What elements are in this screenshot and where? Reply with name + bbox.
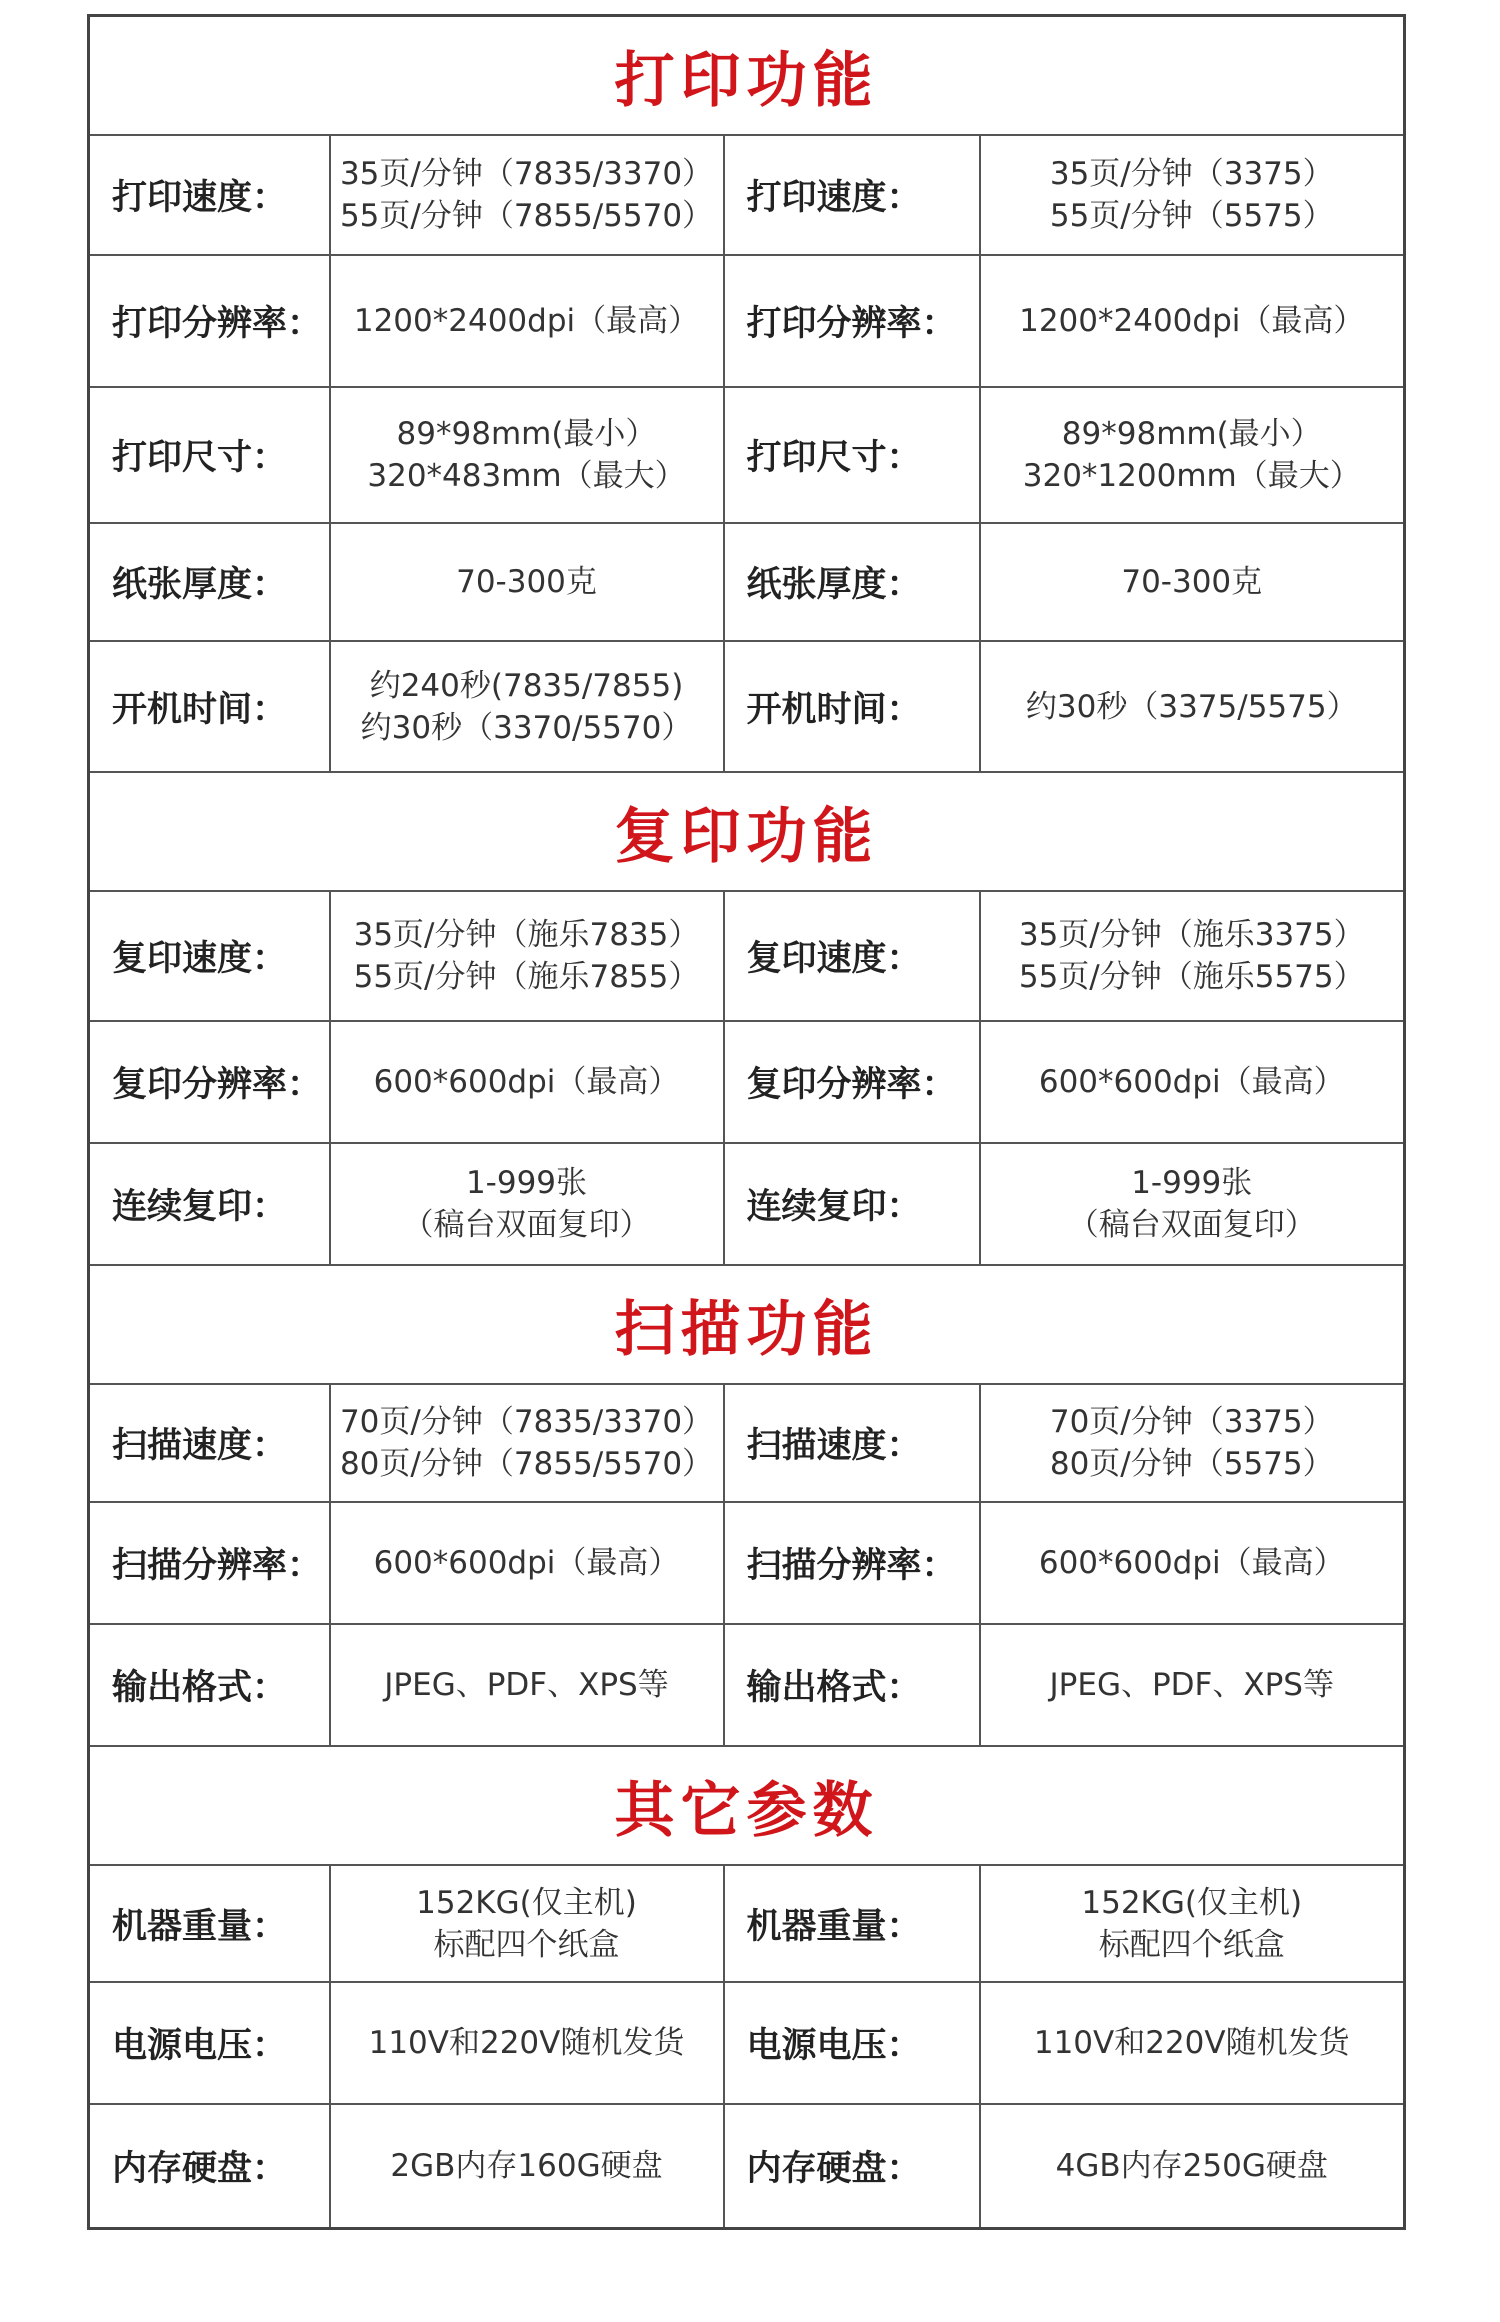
spec-value-left [330,1384,724,1502]
spec-label-left: 复印速度： [89,891,330,1021]
spec-value-line: 152KG(仅主机) [1081,1884,1303,1921]
spec-label-left: 机器重量： [89,1865,330,1982]
spec-label-right: 开机时间： [724,641,980,772]
spec-value-left [330,523,724,641]
spec-row [89,1982,1405,2104]
spec-value-right [980,523,1405,641]
spec-value-line: 55页/分钟（7855/5570） [339,198,714,234]
spec-value-line: 1200*2400dpi（最高） [353,303,700,339]
spec-value-left [330,1021,724,1143]
spec-label-left: 扫描速度： [89,1384,330,1502]
spec-value-left [330,2104,724,2228]
spec-value-right [980,1021,1405,1143]
spec-value-right [980,387,1405,523]
spec-label-right: 打印速度： [724,135,980,255]
spec-label-right: 打印尺寸： [724,387,980,523]
spec-label-right: 内存硬盘： [724,2104,980,2228]
spec-value-line: 35页/分钟（7835/3370） [339,156,714,192]
spec-value-right [980,255,1405,387]
spec-value-right [980,891,1405,1021]
section-header-row [89,16,1405,136]
spec-value-line: 80页/分钟（5575） [1049,1446,1334,1482]
spec-value-line: 约240秒(7835/7855) [369,667,684,704]
spec-label-left: 内存硬盘： [89,2104,330,2228]
spec-value-right [980,1982,1405,2104]
section-title: 打印功能 [89,16,1405,136]
spec-label-right: 扫描速度： [724,1384,980,1502]
spec-row [89,1384,1405,1502]
spec-label-right: 复印分辨率： [724,1021,980,1143]
section-title: 复印功能 [89,772,1405,891]
spec-label-left: 打印速度： [89,135,330,255]
spec-value-line: 1-999张 [1131,1165,1253,1201]
spec-row [89,1143,1405,1265]
spec-value-line: 35页/分钟（3375） [1049,156,1334,192]
section-header-row [89,1265,1405,1384]
spec-row [89,1865,1405,1982]
spec-value-left [330,255,724,387]
spec-value-line: 1200*2400dpi（最高） [1019,303,1365,339]
spec-value-line: 70-300克 [1121,564,1263,600]
spec-value-line: 152KG(仅主机) [416,1884,637,1921]
spec-value-left [330,641,724,772]
spec-label-left: 纸张厚度： [89,523,330,641]
section-title: 扫描功能 [89,1265,1405,1384]
spec-row [89,1021,1405,1143]
spec-value-right [980,1384,1405,1502]
spec-value-left [330,1624,724,1746]
spec-label-left: 输出格式： [89,1624,330,1746]
spec-value-line: 89*98mm(最小） [396,416,657,452]
spec-value-line: 35页/分钟（施乐7835） [353,917,700,953]
spec-label-left: 复印分辨率： [89,1021,330,1143]
spec-value-line: 55页/分钟（施乐7855） [353,959,700,995]
spec-value-right [980,1624,1405,1746]
spec-label-right: 电源电压： [724,1982,980,2104]
section-header-row [89,1746,1405,1865]
spec-label-left: 开机时间： [89,641,330,772]
spec-row [89,891,1405,1021]
spec-label-left: 连续复印： [89,1143,330,1265]
spec-row [89,523,1405,641]
spec-value-line: 4GB内存250G硬盘 [1055,2147,1328,2184]
spec-value-right [980,1143,1405,1265]
spec-value-line: 2GB内存160G硬盘 [390,2147,663,2184]
spec-value-left [330,891,724,1021]
spec-value-line: JPEG、PDF、XPS等 [384,1667,669,1703]
spec-row [89,2104,1405,2228]
spec-value-line: 约30秒（3375/5575） [1025,688,1358,725]
spec-table [87,14,1406,2230]
spec-value-line: 110V和220V随机发货 [1033,2025,1350,2061]
spec-row [89,135,1405,255]
spec-value-right [980,1502,1405,1624]
spec-value-line: 80页/分钟（7855/5570） [339,1446,714,1482]
spec-value-line: 600*600dpi（最高） [1038,1064,1345,1100]
spec-value-line: 70-300克 [456,564,597,600]
spec-value-line: 600*600dpi（最高） [373,1545,680,1581]
spec-value-right [980,135,1405,255]
spec-row [89,255,1405,387]
spec-label-left: 打印分辨率： [89,255,330,387]
spec-label-right: 输出格式： [724,1624,980,1746]
spec-label-right: 连续复印： [724,1143,980,1265]
spec-value-left [330,387,724,523]
spec-row [89,1624,1405,1746]
spec-label-right: 复印速度： [724,891,980,1021]
spec-label-right: 机器重量： [724,1865,980,1982]
spec-value-line: 35页/分钟（施乐3375） [1018,917,1365,953]
spec-value-line: 600*600dpi（最高） [373,1064,680,1100]
spec-label-right: 扫描分辨率： [724,1502,980,1624]
spec-label-left: 电源电压： [89,1982,330,2104]
spec-value-line: 标配四个纸盒 [433,1926,620,1963]
spec-table-body [89,16,1405,2229]
spec-value-right [980,1865,1405,1982]
spec-value-line: 55页/分钟（5575） [1049,198,1334,234]
spec-value-line: 70页/分钟（3375） [1049,1404,1334,1440]
spec-value-line: 1-999张 [465,1165,588,1201]
spec-label-right: 纸张厚度： [724,523,980,641]
spec-value-left [330,1143,724,1265]
spec-row [89,387,1405,523]
spec-value-right [980,2104,1405,2228]
spec-value-line: 70页/分钟（7835/3370） [339,1404,714,1440]
spec-value-line: 标配四个纸盒 [1098,1926,1285,1963]
spec-value-line: （稿台双面复印） [1067,1207,1316,1243]
spec-value-line: （稿台双面复印） [402,1207,651,1243]
spec-value-line: 110V和220V随机发货 [368,2025,685,2061]
spec-value-line: 89*98mm(最小） [1061,416,1322,452]
spec-value-line: 约30秒（3370/5570） [360,709,693,746]
spec-value-line: 320*1200mm（最大） [1022,458,1361,494]
spec-label-right: 打印分辨率： [724,255,980,387]
spec-value-line: 55页/分钟（施乐5575） [1018,959,1365,995]
spec-value-line: 320*483mm（最大） [367,458,686,494]
spec-label-left: 打印尺寸： [89,387,330,523]
spec-value-right [980,641,1405,772]
spec-row [89,641,1405,772]
section-title: 其它参数 [89,1746,1405,1865]
spec-value-line: 600*600dpi（最高） [1038,1545,1345,1581]
spec-value-line: JPEG、PDF、XPS等 [1049,1667,1334,1703]
spec-value-left [330,1982,724,2104]
spec-row [89,1502,1405,1624]
spec-label-left: 扫描分辨率： [89,1502,330,1624]
spec-value-left [330,135,724,255]
spec-value-left [330,1865,724,1982]
spec-value-left [330,1502,724,1624]
section-header-row [89,772,1405,891]
